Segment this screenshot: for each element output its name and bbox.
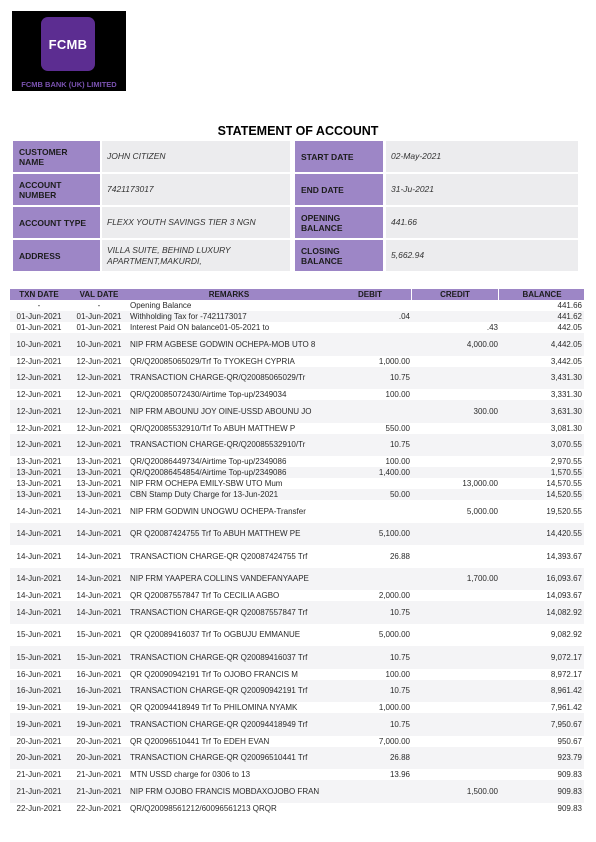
- debit-cell: [330, 333, 410, 356]
- val-date-cell: 13-Jun-2021: [76, 457, 122, 466]
- remarks-cell: QR Q20087424755 Trf To ABUH MATTHEW PE: [130, 529, 301, 539]
- remarks-cell: QR Q20089416037 Trf To OGBUJU EMMANUE: [130, 630, 301, 640]
- txn-date-cell: 15-Jun-2021: [16, 630, 62, 640]
- logo-text: FCMB: [48, 36, 88, 52]
- table-row: [10, 434, 584, 457]
- table-row: [10, 322, 584, 333]
- debit-cell: 10.75: [389, 440, 410, 450]
- debit-cell: 7,000.00: [378, 736, 410, 746]
- debit-cell: [330, 478, 410, 489]
- debit-cell: 2,000.00: [378, 591, 410, 600]
- txn-date-cell: 14-Jun-2021: [16, 529, 62, 539]
- balance-cell: 950.67: [557, 736, 582, 746]
- balance-cell: 3,442.05: [550, 356, 582, 366]
- credit-cell: 13,000.00: [462, 479, 498, 488]
- txn-date-cell: 12-Jun-2021: [16, 440, 62, 450]
- table-row: [10, 545, 584, 568]
- credit-cell: [414, 769, 498, 780]
- credit-cell: 5,000.00: [466, 506, 498, 516]
- credit-cell: [414, 669, 498, 680]
- remarks-cell: QR Q20090942191 Trf To OJOBO FRANCIS M: [130, 669, 298, 679]
- txn-date-cell: 19-Jun-2021: [16, 719, 62, 729]
- statement-title: STATEMENT OF ACCOUNT: [217, 124, 379, 138]
- txn-date-cell: 21-Jun-2021: [16, 786, 62, 796]
- table-row: [10, 736, 584, 747]
- end-date-value: 31-Ju-2021: [386, 174, 578, 205]
- debit-cell: 100.00: [385, 390, 410, 399]
- bank-name: FCMB BANK (UK) LIMITED: [21, 80, 117, 89]
- remarks-cell: NIP FRM OCHEPA EMILY-SBW UTO Mum: [130, 479, 283, 488]
- credit-cell: .43: [486, 323, 498, 332]
- val-date-cell: 13-Jun-2021: [76, 479, 122, 488]
- txn-date-cell: 13-Jun-2021: [16, 457, 62, 466]
- remarks-cell: QR/Q20085072430/Airtime Top-up/2349034: [130, 390, 287, 399]
- txn-date-cell: 14-Jun-2021: [16, 591, 62, 600]
- val-date-cell: -: [97, 301, 101, 310]
- header-balance: BALANCE: [522, 290, 562, 299]
- txn-date-cell: 14-Jun-2021: [16, 551, 62, 561]
- table-row: [10, 601, 584, 624]
- balance-cell: 8,972.17: [550, 669, 582, 679]
- txn-date-cell: 22-Jun-2021: [16, 803, 62, 813]
- account-type-label: ACCOUNT TYPE: [13, 207, 100, 238]
- table-row: [10, 333, 584, 356]
- credit-cell: [414, 523, 498, 546]
- remarks-cell: NIP FRM YAAPERA COLLINS VANDEFANYAAPE: [130, 574, 309, 584]
- balance-cell: 3,631.30: [550, 406, 582, 416]
- debit-cell: 100.00: [385, 669, 410, 679]
- val-date-cell: 16-Jun-2021: [76, 669, 122, 679]
- val-date-cell: 15-Jun-2021: [76, 630, 122, 640]
- table-row: [10, 423, 584, 434]
- val-date-cell: 12-Jun-2021: [76, 406, 122, 416]
- txn-date-cell: 21-Jun-2021: [16, 770, 62, 779]
- debit-cell: 10.75: [389, 719, 410, 729]
- remarks-cell: QR/Q20085065029/Trf To TYOKEGH CYPRIA: [130, 356, 295, 366]
- remarks-cell: CBN Stamp Duty Charge for 13-Jun-2021: [130, 490, 279, 499]
- txn-date-cell: 20-Jun-2021: [16, 753, 62, 763]
- credit-cell: 300.00: [473, 406, 498, 416]
- debit-cell: 50.00: [389, 490, 410, 499]
- opening-balance-label: OPENING BALANCE: [295, 207, 383, 238]
- remarks-cell: QR/Q20086449734/Airtime Top-up/2349086: [130, 457, 287, 466]
- txn-date-cell: 12-Jun-2021: [16, 356, 62, 366]
- table-row: [10, 467, 584, 478]
- balance-cell: 3,431.30: [550, 373, 582, 383]
- remarks-cell: NIP FRM OJOBO FRANCIS MOBDAXOJOBO FRAN: [130, 786, 320, 796]
- val-date-cell: 10-Jun-2021: [76, 339, 122, 349]
- table-row: [10, 680, 584, 703]
- remarks-cell: TRANSACTION CHARGE-QR Q20094418949 Trf: [130, 719, 308, 729]
- txn-date-cell: 13-Jun-2021: [16, 468, 62, 477]
- remarks-cell: QR Q20087557847 Trf To CECILIA AGBO: [130, 591, 280, 600]
- credit-cell: [414, 434, 498, 457]
- start-date-value: 02-May-2021: [386, 141, 578, 172]
- credit-cell: [414, 713, 498, 736]
- remarks-cell: QR/Q20085532910/Trf To ABUH MATTHEW P: [130, 423, 296, 433]
- table-row: [10, 300, 584, 311]
- remarks-cell: Opening Balance: [130, 301, 192, 310]
- header-debit: DEBIT: [358, 290, 382, 299]
- balance-cell: 909.83: [557, 770, 582, 779]
- txn-date-cell: -: [37, 301, 41, 310]
- remarks-cell: TRANSACTION CHARGE-QR/Q20085065029/Tr: [130, 373, 306, 383]
- txn-date-cell: 10-Jun-2021: [16, 339, 62, 349]
- table-row: [10, 500, 584, 523]
- val-date-cell: 21-Jun-2021: [76, 770, 122, 779]
- table-row: [10, 389, 584, 400]
- debit-cell: 10.75: [389, 652, 410, 662]
- balance-cell: 9,072.17: [550, 652, 582, 662]
- val-date-cell: 20-Jun-2021: [76, 753, 122, 763]
- debit-cell: 26.88: [389, 551, 410, 561]
- remarks-cell: TRANSACTION CHARGE-QR Q20090942191 Trf: [130, 686, 308, 696]
- debit-cell: 5,100.00: [378, 529, 410, 539]
- txn-date-cell: 14-Jun-2021: [16, 574, 62, 584]
- start-date-label: START DATE: [295, 141, 383, 172]
- credit-cell: [414, 311, 498, 322]
- balance-cell: 923.79: [557, 753, 582, 763]
- val-date-cell: 13-Jun-2021: [76, 468, 122, 477]
- val-date-cell: 12-Jun-2021: [76, 423, 122, 433]
- table-row: [10, 478, 584, 489]
- remarks-cell: TRANSACTION CHARGE-QR Q20087424755 Trf: [130, 551, 308, 561]
- balance-cell: 909.83: [557, 786, 582, 796]
- txn-date-cell: 14-Jun-2021: [16, 607, 62, 617]
- val-date-cell: 19-Jun-2021: [76, 719, 122, 729]
- balance-cell: 2,970.55: [550, 457, 582, 466]
- val-date-cell: 12-Jun-2021: [76, 356, 122, 366]
- debit-cell: 5,000.00: [378, 630, 410, 640]
- debit-cell: [330, 322, 410, 333]
- val-date-cell: 13-Jun-2021: [76, 490, 122, 499]
- table-row: [10, 523, 584, 546]
- debit-cell: 100.00: [385, 457, 410, 466]
- remarks-cell: MTN USSD charge for 0306 to 13: [130, 770, 251, 779]
- balance-cell: 3,070.55: [550, 440, 582, 450]
- val-date-cell: 14-Jun-2021: [76, 574, 122, 584]
- debit-cell: 1,000.00: [378, 703, 410, 712]
- balance-cell: 7,961.42: [550, 703, 582, 712]
- debit-cell: 13.96: [389, 770, 410, 779]
- closing-balance-label: CLOSING BALANCE: [295, 240, 383, 271]
- remarks-cell: NIP FRM AGBESE GODWIN OCHEPA-MOB UTO 8: [130, 339, 316, 349]
- remarks-cell: TRANSACTION CHARGE-QR Q20096510441 Trf: [130, 753, 308, 763]
- header-divider: [411, 289, 412, 300]
- credit-cell: [414, 590, 498, 601]
- balance-cell: 14,420.55: [546, 529, 582, 539]
- credit-cell: [414, 646, 498, 669]
- balance-cell: 442.05: [557, 323, 582, 332]
- credit-cell: [414, 545, 498, 568]
- val-date-cell: 15-Jun-2021: [76, 652, 122, 662]
- remarks-cell: TRANSACTION CHARGE-QR Q20087557847 Trf: [130, 607, 308, 617]
- val-date-cell: 14-Jun-2021: [76, 529, 122, 539]
- credit-cell: 1,700.00: [466, 574, 498, 584]
- credit-cell: [414, 680, 498, 703]
- balance-cell: 1,570.55: [550, 468, 582, 477]
- table-row: [10, 590, 584, 601]
- val-date-cell: 12-Jun-2021: [76, 390, 122, 399]
- bank-logo: [12, 11, 126, 91]
- closing-balance-value: 5,662.94: [386, 240, 578, 271]
- table-row: [10, 311, 584, 322]
- customer-name-label: CUSTOMER NAME: [13, 141, 100, 172]
- credit-cell: [414, 467, 498, 478]
- val-date-cell: 21-Jun-2021: [76, 786, 122, 796]
- remarks-cell: NIP FRM GODWIN UNOGWU OCHEPA-Transfer: [130, 506, 306, 516]
- val-date-cell: 01-Jun-2021: [76, 323, 122, 332]
- remarks-cell: Withholding Tax for -7421173017: [130, 312, 247, 321]
- credit-cell: 1,500.00: [466, 786, 498, 796]
- remarks-cell: QR Q20094418949 Trf To PHILOMINA NYAMK: [130, 703, 298, 712]
- balance-cell: 14,570.55: [546, 479, 582, 488]
- balance-cell: 909.83: [557, 803, 582, 813]
- end-date-label: END DATE: [295, 174, 383, 205]
- balance-cell: 14,520.55: [546, 490, 582, 499]
- balance-cell: 4,442.05: [550, 339, 582, 349]
- val-date-cell: 19-Jun-2021: [76, 703, 122, 712]
- credit-cell: [414, 601, 498, 624]
- credit-cell: [414, 702, 498, 713]
- table-row: [10, 713, 584, 736]
- header-txn-date: TXN DATE: [19, 290, 59, 299]
- table-row: [10, 702, 584, 713]
- remarks-cell: Interest Paid ON balance01-05-2021 to: [130, 323, 270, 332]
- debit-cell: [330, 300, 410, 311]
- val-date-cell: 20-Jun-2021: [76, 736, 122, 746]
- balance-cell: 441.66: [557, 301, 582, 310]
- address-label: ADDRESS: [13, 240, 100, 271]
- header-val-date: VAL DATE: [79, 290, 119, 299]
- balance-cell: 8,961.42: [550, 686, 582, 696]
- credit-cell: [414, 367, 498, 390]
- balance-cell: 3,331.30: [550, 390, 582, 399]
- account-number-label: ACCOUNT NUMBER: [13, 174, 100, 205]
- txn-date-cell: 14-Jun-2021: [16, 506, 62, 516]
- txn-date-cell: 16-Jun-2021: [16, 669, 62, 679]
- val-date-cell: 14-Jun-2021: [76, 591, 122, 600]
- txn-date-cell: 12-Jun-2021: [16, 406, 62, 416]
- txn-date-cell: 12-Jun-2021: [16, 373, 62, 383]
- balance-cell: 3,081.30: [550, 423, 582, 433]
- balance-cell: 9,082.92: [550, 630, 582, 640]
- credit-cell: [414, 300, 498, 311]
- credit-cell: [414, 423, 498, 434]
- val-date-cell: 12-Jun-2021: [76, 373, 122, 383]
- debit-cell: 1,400.00: [378, 468, 410, 477]
- remarks-cell: TRANSACTION CHARGE-QR Q20089416037 Trf: [130, 652, 308, 662]
- account-number-value: 7421173017: [102, 174, 290, 205]
- txn-date-cell: 15-Jun-2021: [16, 652, 62, 662]
- table-row: [10, 489, 584, 500]
- txn-date-cell: 13-Jun-2021: [16, 479, 62, 488]
- table-row: [10, 669, 584, 680]
- table-row: [10, 646, 584, 669]
- remarks-cell: QR Q20096510441 Trf To EDEH EVAN: [130, 736, 270, 746]
- debit-cell: 550.00: [385, 423, 410, 433]
- customer-name-value: JOHN CITIZEN: [102, 141, 290, 172]
- debit-cell: 26.88: [389, 753, 410, 763]
- debit-cell: 10.75: [389, 686, 410, 696]
- credit-cell: [414, 803, 498, 814]
- table-row: [10, 803, 584, 814]
- val-date-cell: 14-Jun-2021: [76, 607, 122, 617]
- txn-date-cell: 20-Jun-2021: [16, 736, 62, 746]
- credit-cell: [414, 456, 498, 467]
- balance-cell: 16,093.67: [546, 574, 582, 584]
- debit-cell: 10.75: [389, 373, 410, 383]
- balance-cell: 7,950.67: [550, 719, 582, 729]
- table-row: [10, 400, 584, 423]
- val-date-cell: 12-Jun-2021: [76, 440, 122, 450]
- txn-date-cell: 19-Jun-2021: [16, 703, 62, 712]
- debit-cell: 1,000.00: [378, 356, 410, 366]
- balance-cell: 441.62: [557, 312, 582, 321]
- debit-cell: [330, 500, 410, 523]
- header-divider: [498, 289, 499, 300]
- val-date-cell: 14-Jun-2021: [76, 506, 122, 516]
- credit-cell: [414, 736, 498, 747]
- remarks-cell: QR/Q20098561212/60096561213 QRQR: [130, 803, 277, 813]
- credit-cell: [414, 624, 498, 647]
- header-remarks: REMARKS: [208, 290, 250, 299]
- remarks-cell: NIP FRM ABOUNU JOY OINE-USSD ABOUNU JO: [130, 406, 312, 416]
- header-credit: CREDIT: [440, 290, 470, 299]
- debit-cell: [330, 780, 410, 803]
- txn-date-cell: 01-Jun-2021: [16, 312, 62, 321]
- table-row: [10, 456, 584, 467]
- table-row: [10, 624, 584, 647]
- debit-cell: [330, 568, 410, 591]
- credit-cell: [414, 747, 498, 770]
- txn-date-cell: 12-Jun-2021: [16, 423, 62, 433]
- txn-date-cell: 13-Jun-2021: [16, 490, 62, 499]
- credit-cell: [414, 356, 498, 367]
- credit-cell: 4,000.00: [466, 339, 498, 349]
- remarks-cell: TRANSACTION CHARGE-QR/Q20085532910/Tr: [130, 440, 306, 450]
- balance-cell: 14,082.92: [546, 607, 582, 617]
- val-date-cell: 01-Jun-2021: [76, 312, 122, 321]
- fcmb-logo-mark: [41, 17, 95, 71]
- balance-cell: 19,520.55: [546, 506, 582, 516]
- debit-cell: .04: [398, 312, 410, 321]
- balance-cell: 14,393.67: [546, 551, 582, 561]
- remarks-cell: QR/Q20086454854/Airtime Top-up/2349086: [130, 468, 287, 477]
- txn-date-cell: 16-Jun-2021: [16, 686, 62, 696]
- table-row: [10, 769, 584, 780]
- account-type-value: FLEXX YOUTH SAVINGS TIER 3 NGN: [102, 207, 290, 238]
- debit-cell: 10.75: [389, 607, 410, 617]
- table-row: [10, 367, 584, 390]
- credit-cell: [414, 489, 498, 500]
- table-row: [10, 780, 584, 803]
- table-row: [10, 568, 584, 591]
- address-value: VILLA SUITE, BEHIND LUXURY APARTMENT,MAKURDI,: [102, 240, 290, 271]
- txn-date-cell: 12-Jun-2021: [16, 390, 62, 399]
- txn-date-cell: 01-Jun-2021: [16, 323, 62, 332]
- table-row: [10, 747, 584, 770]
- val-date-cell: 14-Jun-2021: [76, 551, 122, 561]
- credit-cell: [414, 389, 498, 400]
- table-row: [10, 356, 584, 367]
- val-date-cell: 16-Jun-2021: [76, 686, 122, 696]
- opening-balance-value: 441.66: [386, 207, 578, 238]
- debit-cell: [330, 400, 410, 423]
- balance-cell: 14,093.67: [546, 591, 582, 600]
- val-date-cell: 22-Jun-2021: [76, 803, 122, 813]
- debit-cell: [330, 803, 410, 814]
